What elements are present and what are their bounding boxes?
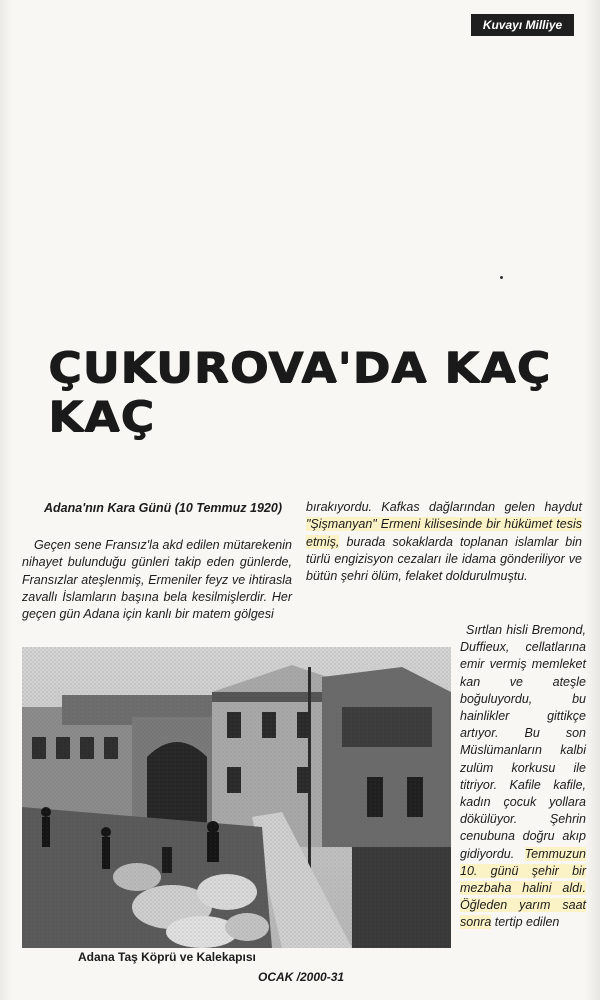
right-top-part1: bırakıyordu. Kafkas dağlarından gelen haydut <box>306 500 582 514</box>
page-footer-issue: OCAK /2000-31 <box>258 970 345 984</box>
right-column-top-text <box>306 499 582 585</box>
left-column-text: Geçen sene Fransız'la akd edilen mütarekenin nihayet bulunduğu günleri takip eden günlerde, Fransızlar ateşlenmiş, Ermeniler feyz ve ihtirasla zavallı İslamların başına bela kesilmişlerdir. Her geçen gün Adana için kanlı bir matem gölgesi <box>22 538 292 622</box>
photo-illustration <box>22 647 451 948</box>
right-top-highlight: "Şişmanyan" Ermeni kilisesinde bir hükümet tesis etmiş, <box>306 517 582 549</box>
right-low-part2: tertip edilen <box>491 915 560 930</box>
right-low-part1: Sırtlan hisli Bremond, Duffieux, cellatlarına emir vermiş memleket kan ve ateşle boğuluyordu, bu hainlikler gittikçe artıyor. Bu son Müslümanların kalbi zulüm korkusu ile titriyor. Kafile kafile, kadın çocuk yollara dökülüyor. Şehrin cenubuna doğru akıp gidiyordu. <box>460 623 586 861</box>
article-title: ÇUKUROVA'DA KAÇ KAÇ <box>48 343 551 441</box>
right-low-highlight: Temmuzun 10. günü şehir bir mezbaha halini aldı. Öğleden yarım saat sonra <box>460 846 586 930</box>
photo-caption: Adana Taş Köprü ve Kalekapısı <box>78 950 256 964</box>
right-column-lower-text <box>460 622 586 932</box>
article-subtitle: Adana'nın Kara Günü (10 Temmuz 1920) <box>44 501 282 515</box>
section-tag: Kuvayı Milliye <box>471 14 574 36</box>
scan-speck <box>500 276 503 279</box>
historic-photo <box>22 647 451 948</box>
right-top-part2: burada sokaklarda toplanan islamlar bin türlü engizisyon cezaları ile idama gönderiliyor ve bütün şehri ölüm, felaket doldurulmuştu. <box>306 534 582 584</box>
